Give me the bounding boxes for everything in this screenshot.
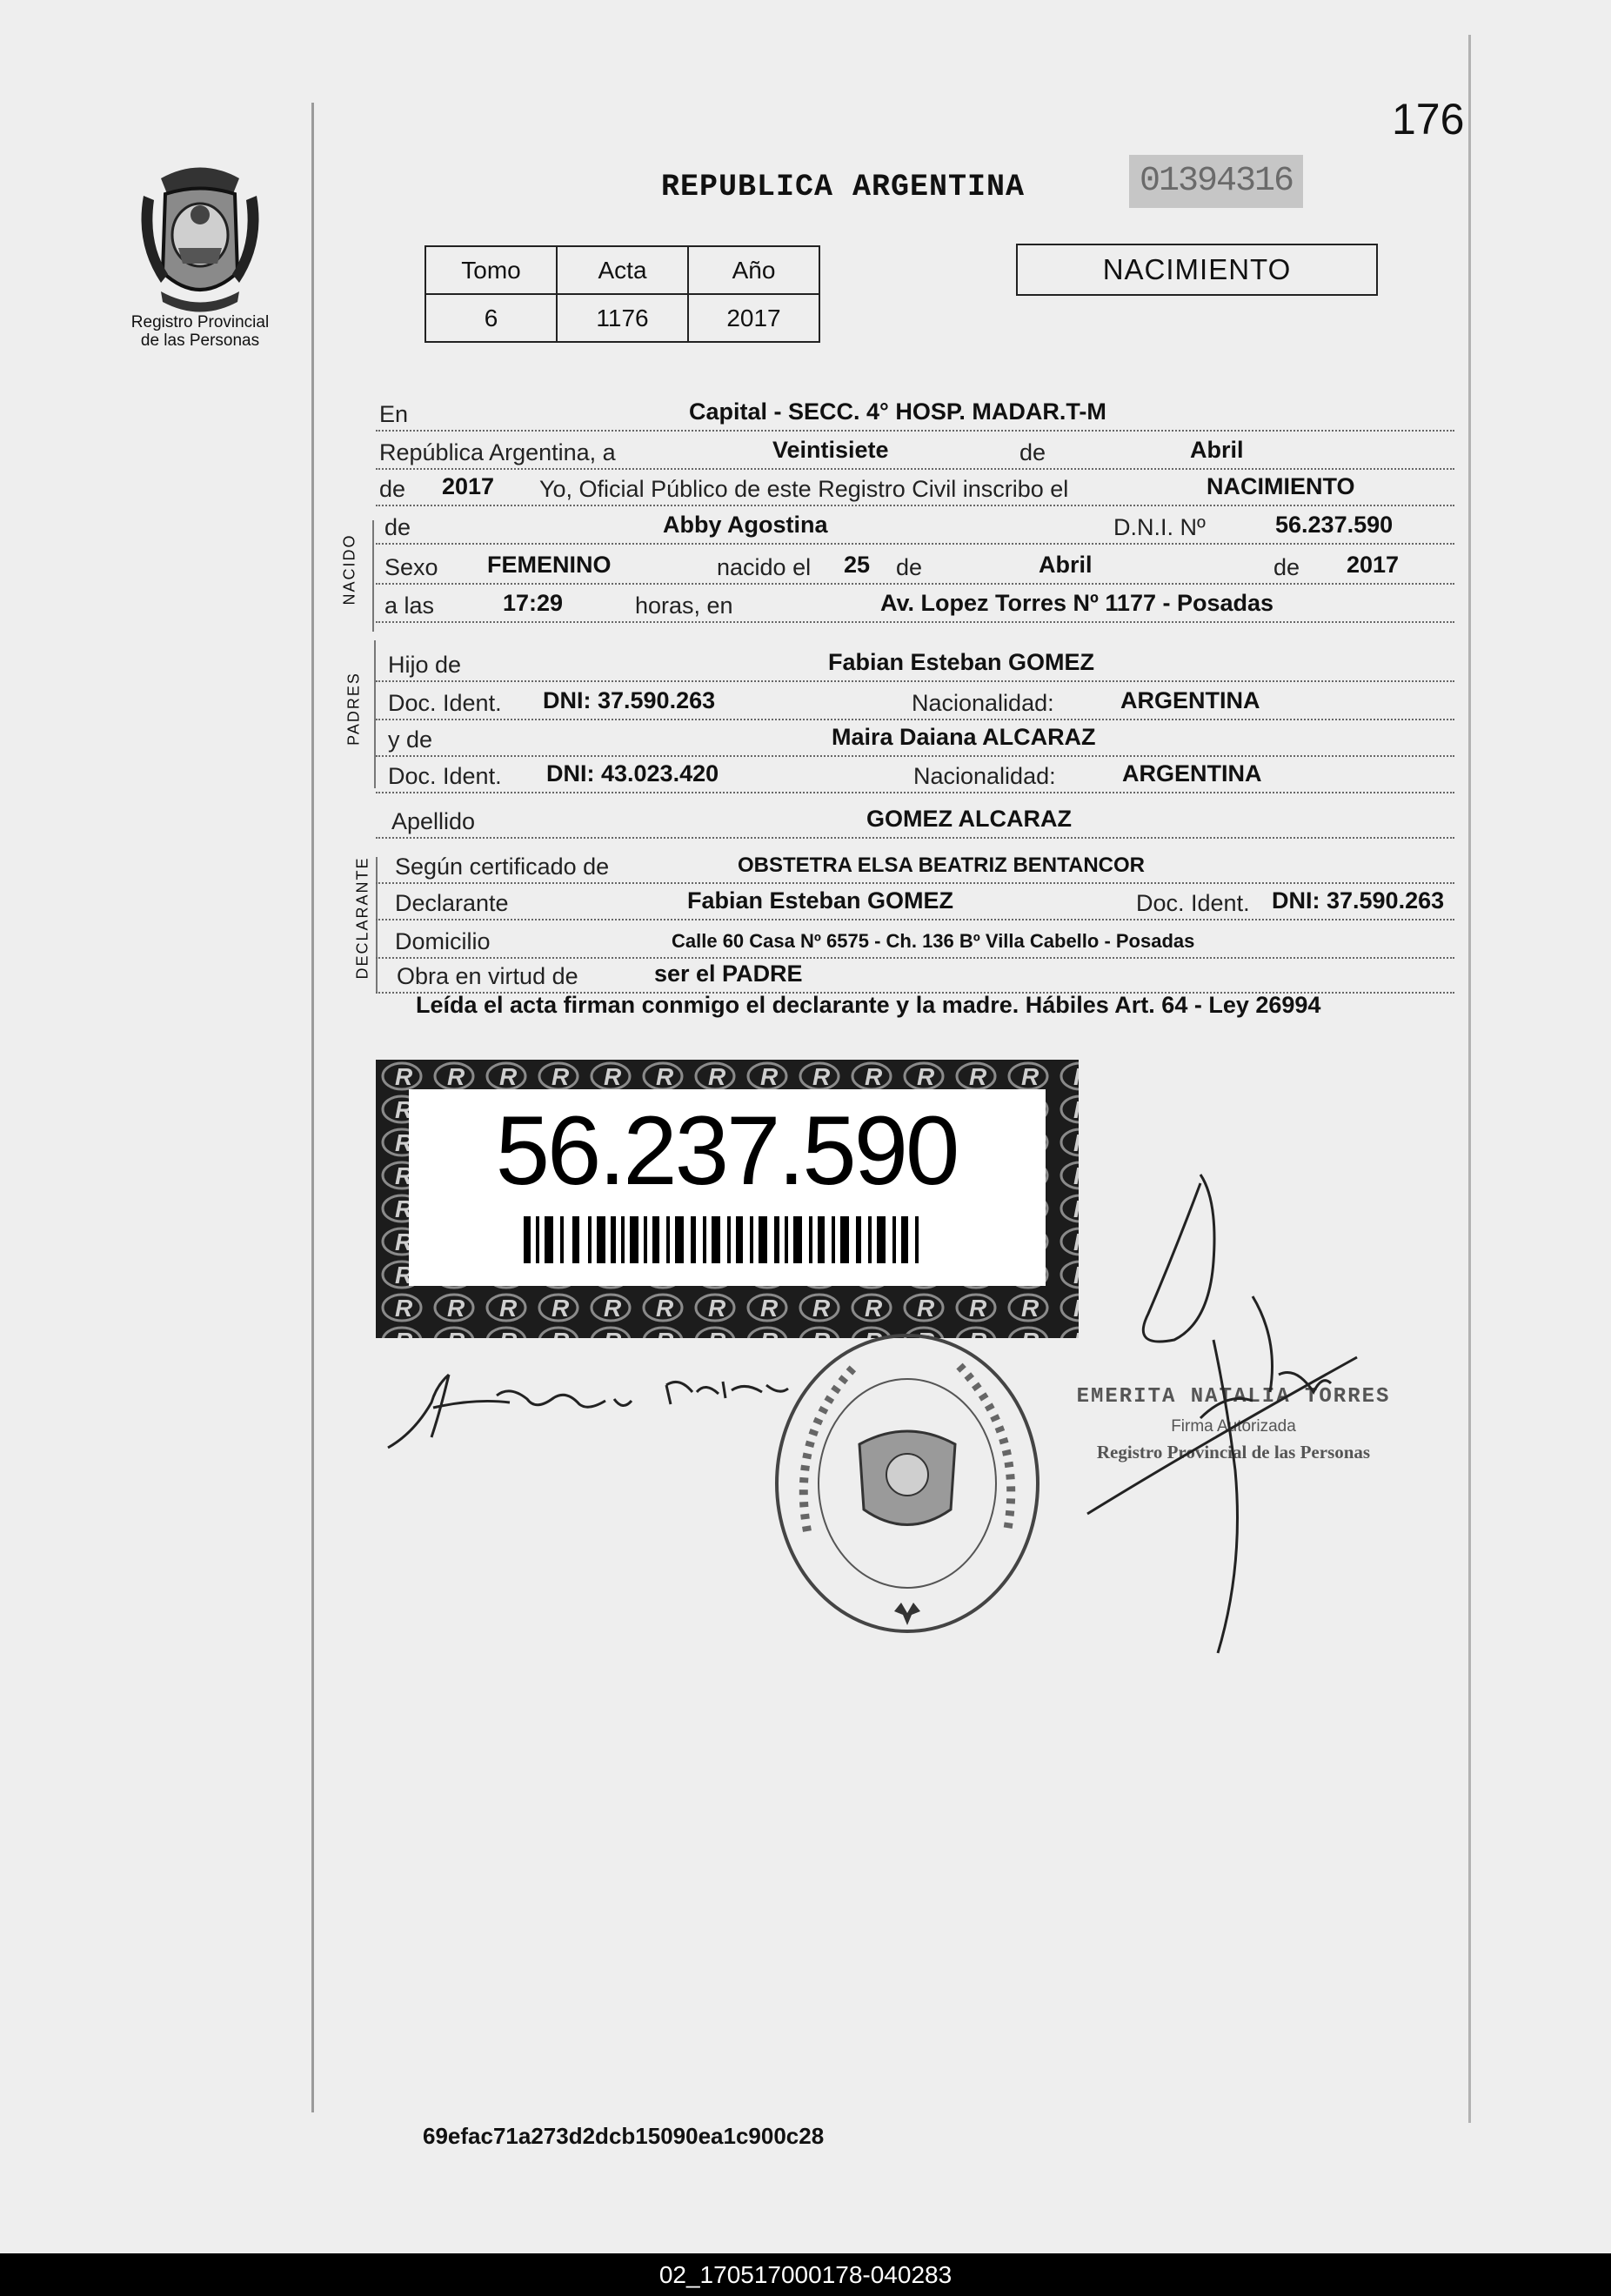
- row-hijo-de: [376, 642, 1454, 682]
- en-label: En: [379, 401, 409, 427]
- row-declarante: [376, 880, 1454, 920]
- padres-label: PADRES: [344, 672, 363, 746]
- apellido-label: Apellido: [391, 808, 476, 834]
- birth-place: Av. Lopez Torres Nº 1177 - Posadas: [880, 590, 1274, 616]
- event-value: NACIMIENTO: [1207, 473, 1355, 499]
- officer-name: EMERITA NATALIA TORRES: [1076, 1385, 1391, 1409]
- page-number: 176: [1392, 95, 1465, 144]
- birth-time: 17:29: [503, 590, 564, 616]
- row-year: [376, 466, 1454, 506]
- anio-header: Año: [688, 246, 819, 294]
- sexo-value: FEMENINO: [487, 552, 612, 578]
- dni-label: D.N.I. Nº: [1113, 514, 1206, 540]
- year-value: 2017: [442, 473, 495, 499]
- cert-label: Según certificado de: [395, 853, 610, 880]
- child-dni: 56.237.590: [1275, 512, 1394, 538]
- father-nat-label: Nacionalidad:: [912, 690, 1054, 716]
- registry-value-row: [425, 294, 819, 342]
- registry-caption: [104, 313, 296, 350]
- officer-office: Registro Provincial de las Personas: [1096, 1442, 1371, 1463]
- birth-day: 25: [844, 552, 871, 578]
- registry-caption-line1: Registro Provincial: [130, 313, 270, 331]
- day-words: Veintisiete: [772, 437, 889, 463]
- year-prefix: de: [379, 476, 406, 502]
- row-mother-doc: [376, 753, 1454, 793]
- act-type-box: NACIMIENTO: [1016, 244, 1378, 296]
- mother-name: Maira Daiana ALCARAZ: [832, 724, 1096, 750]
- row-obra: [376, 954, 1454, 994]
- obra-value: ser el PADRE: [654, 961, 803, 987]
- row-y-de: [376, 717, 1454, 757]
- official-text: Yo, Oficial Público de este Registro Civil inscribo el: [539, 476, 1069, 502]
- mother-doc: DNI: 43.023.420: [546, 760, 719, 787]
- obra-label: Obra en virtud de: [397, 963, 578, 989]
- mother-nat-label: Nacionalidad:: [913, 763, 1056, 789]
- tomo-header: Tomo: [425, 246, 557, 294]
- nacido-el-label: nacido el: [717, 554, 812, 580]
- nacido-de-label3: de: [1273, 554, 1300, 580]
- republica-label: República Argentina, a: [379, 439, 616, 465]
- registrar-signature: [1070, 1166, 1400, 1670]
- birth-year: 2017: [1347, 552, 1400, 578]
- hijo-label: Hijo de: [388, 652, 462, 678]
- cert-value: OBSTETRA ELSA BEATRIZ BENTANCOR: [738, 853, 1145, 877]
- officer-role: Firma Autorizada: [1171, 1417, 1296, 1436]
- row-nacido-name: [376, 505, 1454, 545]
- registry-table: [424, 245, 820, 343]
- declarante-doc-label: Doc. Ident.: [1136, 890, 1250, 916]
- row-republica: [376, 430, 1454, 470]
- misiones-emblem-icon: [135, 161, 265, 313]
- mother-signature: [379, 1350, 797, 1463]
- acta-header: Acta: [557, 246, 688, 294]
- en-value: Capital - SECC. 4° HOSP. MADAR.T-M: [689, 398, 1106, 425]
- nacido-de-label: de: [384, 514, 411, 540]
- registry-header-row: [425, 246, 819, 294]
- dni-label-number: 56.237.590: [495, 1096, 958, 1205]
- mother-nationality: ARGENTINA: [1122, 760, 1262, 787]
- father-doc: DNI: 37.590.263: [543, 687, 716, 713]
- file-id-bar: 02_170517000178-040283: [0, 2253, 1611, 2296]
- apellido-value: GOMEZ ALCARAZ: [866, 806, 1072, 832]
- declarante-doc: DNI: 37.590.263: [1272, 887, 1445, 914]
- sexo-label: Sexo: [384, 554, 438, 580]
- yde-label: y de: [388, 726, 433, 753]
- document-hash: 69efac71a273d2dcb15090ea1c900c28: [423, 2123, 825, 2149]
- registry-seal-icon: [772, 1331, 1042, 1636]
- nacido-bar: [372, 520, 374, 632]
- anio-value: 2017: [688, 294, 819, 342]
- row-father-doc: [376, 680, 1454, 720]
- declarante-label: DECLARANTE: [353, 856, 371, 980]
- stamp-number: 01394316: [1129, 155, 1303, 208]
- declarante-name-label: Declarante: [395, 890, 509, 916]
- declarante-name: Fabian Esteban GOMEZ: [687, 887, 954, 914]
- domicilio-value: Calle 60 Casa Nº 6575 - Ch. 136 Bº Villa Cabello - Posadas: [672, 930, 1195, 952]
- nacido-de-label2: de: [896, 554, 923, 580]
- father-doc-label: Doc. Ident.: [388, 690, 502, 716]
- closing-statement: Leída el acta firman conmigo el declarante y la madre. Hábiles Art. 64 - Ley 26994: [416, 992, 1321, 1018]
- row-certificado: [376, 844, 1454, 884]
- birth-month: Abril: [1039, 552, 1093, 578]
- month-value: Abril: [1190, 437, 1244, 463]
- country-title: REPUBLICA ARGENTINA: [661, 170, 1026, 204]
- right-margin-rule: [1468, 35, 1471, 2123]
- father-nationality: ARGENTINA: [1120, 687, 1260, 713]
- registry-caption-line2: de las Personas: [140, 331, 260, 350]
- mother-doc-label: Doc. Ident.: [388, 763, 502, 789]
- child-name: Abby Agostina: [663, 512, 828, 538]
- row-en: [376, 392, 1454, 432]
- horas-label: horas, en: [635, 592, 733, 619]
- de-label: de: [1019, 439, 1046, 465]
- time-label: a las: [384, 592, 435, 619]
- tomo-value: 6: [425, 294, 557, 342]
- left-margin-rule: [311, 103, 314, 2112]
- father-name: Fabian Esteban GOMEZ: [828, 649, 1095, 675]
- domicilio-label: Domicilio: [395, 928, 491, 954]
- nacido-label: NACIDO: [340, 533, 358, 606]
- row-apellido: [376, 799, 1454, 839]
- row-sexo: [376, 545, 1454, 585]
- acta-value: 1176: [557, 294, 688, 342]
- row-time-place: [376, 583, 1454, 623]
